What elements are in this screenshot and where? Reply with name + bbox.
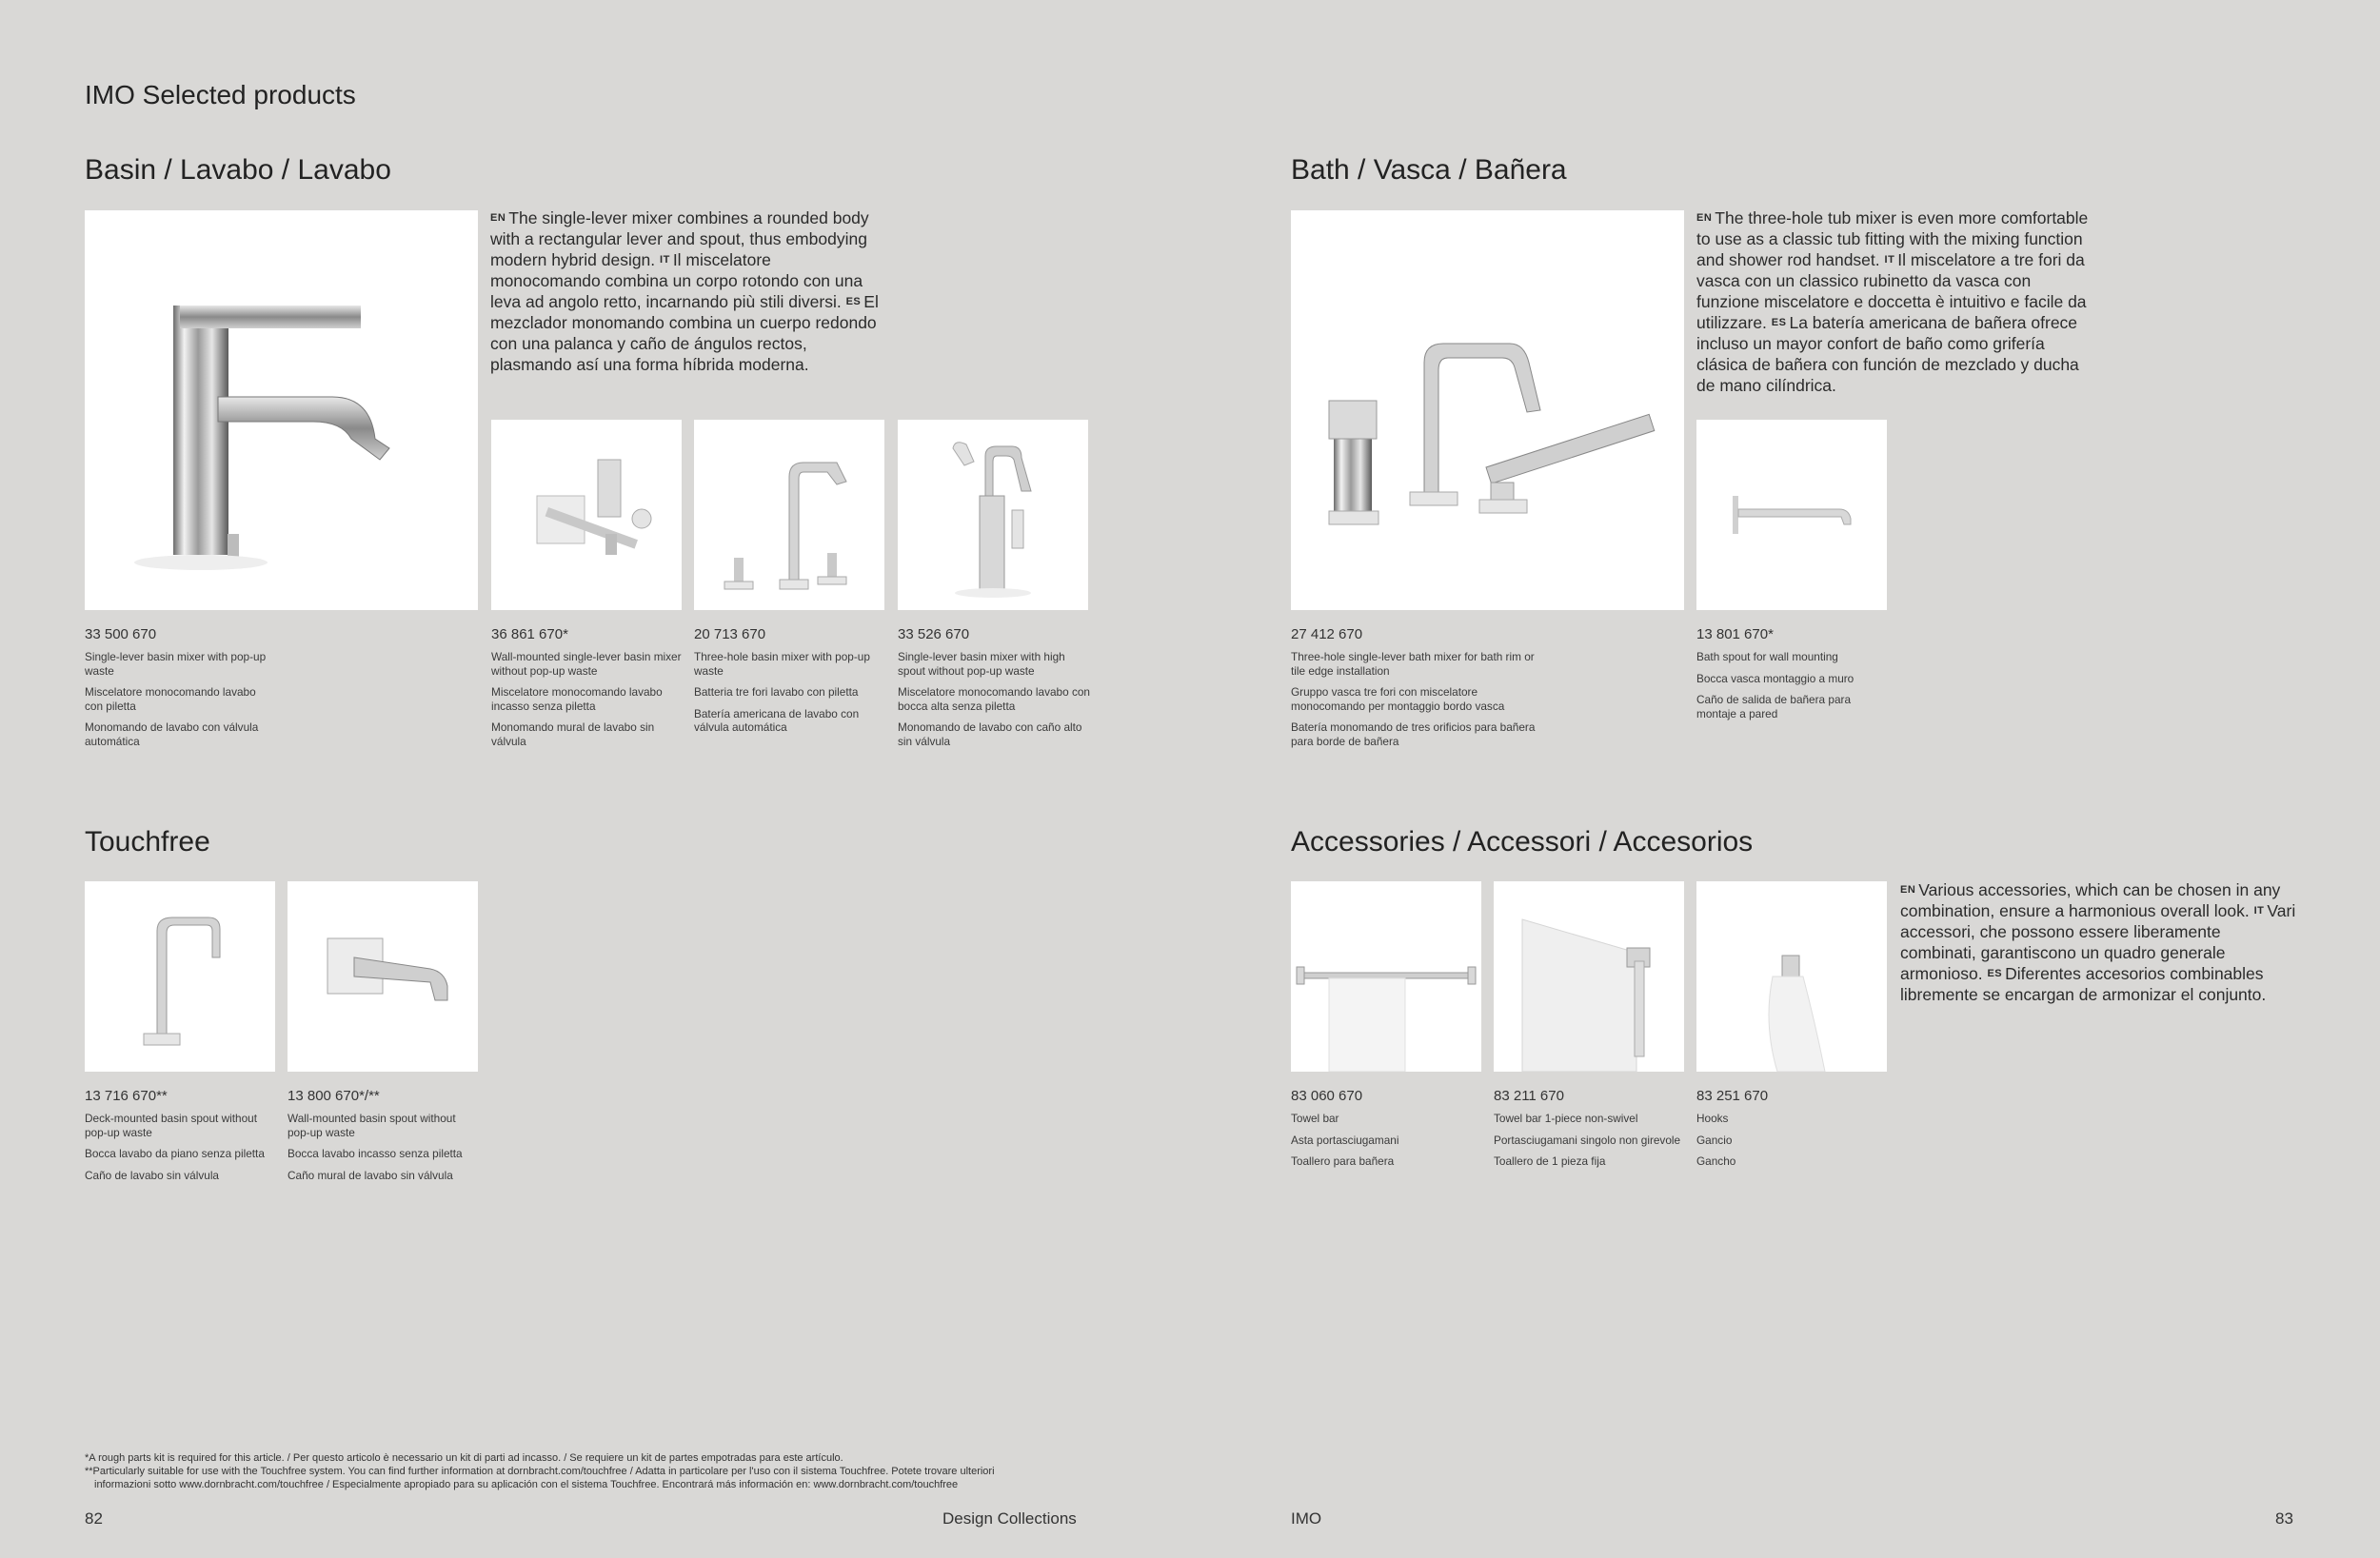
product-sku: 13 800 670*/** [288,1088,380,1104]
footnote-2: **Particularly suitable for use with the Touchfree system. You can find further information at dornbracht.com/touchfree / Adatta in particolare per l'uso con il sistema Touchfree. Potete trovare ulteriori [85,1466,995,1477]
accessories-heading: Accessories / Accessori / Accesorios [1291,826,1754,858]
accessories-product-1 [1291,1088,1481,1176]
product-desc-it: Bocca lavabo incasso senza piletta [288,1147,463,1160]
lang-label-es: ES [1771,317,1787,328]
product-desc-es: Monomando mural de lavabo sin válvula [491,720,655,748]
product-desc-es: Caño de lavabo sin válvula [85,1168,219,1182]
product-desc-it: Batteria tre fori lavabo con piletta [694,685,859,699]
accessories-product-2 [1494,1088,1684,1176]
product-sku: 33 526 670 [898,626,970,642]
product-desc-it: Gruppo vasca tre fori con miscelatore monocomando per montaggio bordo vasca [1291,685,1505,713]
product-desc-it: Bocca vasca montaggio a muro [1696,671,1854,685]
footnotes [85,1451,1151,1491]
lang-label-en: EN [1900,884,1916,896]
product-desc-es: Toallero para bañera [1291,1154,1395,1168]
basin-product-3 [694,626,884,742]
product-sku: 13 716 670** [85,1088,168,1104]
product-desc-en: Towel bar 1-piece non-swivel [1494,1112,1638,1125]
lang-label-it: IT [2253,905,2265,917]
hook-photo [1696,881,1887,1072]
bath-desc-it: Il miscelatore a tre fori da vasca con un classico rubinetto da vasca con funzione miscelatore e doccetta è intuitivo e facile da utilizzare. [1696,250,2087,332]
towel-holder-image [1494,881,1684,1072]
lang-label-es: ES [845,296,862,307]
touchfree-product-1 [85,1088,275,1190]
footnote-1: *A rough parts kit is required for this article. / Per questo articolo è necessario un kit di parti ad incasso. / Se requiere un kit de partes empotradas para este artículo. [85,1452,843,1464]
product-sku: 20 713 670 [694,626,766,642]
product-desc-it: Miscelatore monocomando lavabo incasso senza piletta [491,685,663,713]
footnote-2-cont: informazioni sotto www.dornbracht.com/touchfree / Especialmente apropiado para su aplicación con el sistema Touchfree. Encontrará más información en: www.dornbracht.com/touchfree [94,1479,959,1490]
product-sku: 13 801 670* [1696,626,1774,642]
product-sku: 33 500 670 [85,626,157,642]
product-desc-en: Three-hole single-lever bath mixer for bath rim or tile edge installation [1291,650,1535,678]
basin-product-2 [491,626,682,756]
basin-heading: Basin / Lavabo / Lavabo [85,154,391,186]
bath-heading: Bath / Vasca / Bañera [1291,154,1567,186]
bath-product-2 [1696,626,1887,728]
product-desc-en: Deck-mounted basin spout without pop-up waste [85,1112,257,1139]
lang-label-en: EN [1696,212,1713,224]
lang-label-it: IT [1884,254,1895,266]
product-sku: 36 861 670* [491,626,568,642]
bath-product-1 [1291,626,1538,756]
touchfree-product-2 [288,1088,478,1190]
towel-bar-image [1291,881,1481,1072]
product-sku: 83 211 670 [1494,1088,1564,1104]
accessories-desc-es: Diferentes accesorios combinables libremente se encargan de armonizar el conjunto. [1900,964,2267,1004]
basin-product-4 [898,626,1093,756]
page-title: IMO Selected products [85,80,356,109]
basin-description [490,207,881,375]
deck-spout-image [85,881,275,1072]
three-hole-basin-mixer-photo [694,420,884,610]
accessories-description [1900,879,2300,1005]
product-desc-it: Miscelatore monocomando lavabo con piletta [85,685,256,713]
product-desc-es: Toallero de 1 pieza fija [1494,1154,1606,1168]
bath-mixer-photo [1291,210,1684,610]
product-sku: 27 412 670 [1291,626,1363,642]
product-desc-en: Three-hole basin mixer with pop-up waste [694,650,870,678]
product-desc-es: Monomando de lavabo con válvula automática [85,720,259,748]
bath-desc-en: The three-hole tub mixer is even more comfortable to use as a classic tub fitting with the mixing function and shower rod handset. [1696,208,2089,269]
product-desc-en: Single-lever basin mixer with high spout without pop-up waste [898,650,1065,678]
basin-mixer-image [85,210,478,610]
product-desc-it: Miscelatore monocomando lavabo con bocca alta senza piletta [898,685,1090,713]
basin-desc-es: El mezclador monomando combina un cuerpo redondo con una palanca y caño de ángulos rectos, plasmando así una forma híbrida moderna. [490,292,879,374]
wall-spout-photo [288,881,478,1072]
product-desc-it: Asta portasciugamani [1291,1133,1399,1147]
product-desc-en: Single-lever basin mixer with pop-up waste [85,650,267,678]
three-hole-basin-mixer-image [694,420,884,610]
product-desc-en: Hooks [1696,1112,1729,1125]
hook-image [1696,881,1887,1072]
product-desc-it: Bocca lavabo da piano senza piletta [85,1147,265,1160]
towel-holder-photo [1494,881,1684,1072]
towel-bar-photo [1291,881,1481,1072]
accessories-product-3 [1696,1088,1887,1176]
product-desc-es: Batería monomando de tres orificios para bañera para borde de bañera [1291,720,1536,748]
product-desc-es: Batería americana de lavabo con válvula automática [694,706,860,734]
basin-desc-en: The single-lever mixer combines a rounded body with a rectangular lever and spout, thus embodying modern hybrid design. [490,208,869,269]
product-desc-en: Wall-mounted basin spout without pop-up waste [288,1112,456,1139]
footer-title-right: IMO [1291,1509,1322,1528]
accessories-desc-en: Various accessories, which can be chosen in any combination, ensure a harmonious overall look. [1900,880,2281,920]
product-sku: 83 251 670 [1696,1088,1769,1104]
product-desc-en: Wall-mounted single-lever basin mixer without pop-up waste [491,650,682,678]
high-spout-basin-mixer-photo [898,420,1088,610]
high-spout-basin-mixer-image [898,420,1088,610]
product-sku: 83 060 670 [1291,1088,1363,1104]
footer-title-left: Design Collections [942,1509,1077,1528]
product-desc-es: Caño mural de lavabo sin válvula [288,1168,453,1182]
bath-desc-es: La batería americana de bañera ofrece incluso un mayor confort de baño como grifería clásica de bañera con función de mezclado y ducha de mano cilíndrica. [1696,313,2079,395]
basin-mixer-photo [85,210,478,610]
deck-spout-photo [85,881,275,1072]
page-number-left: 82 [85,1509,103,1528]
product-desc-en: Towel bar [1291,1112,1339,1125]
bath-spout-image [1696,420,1887,610]
bath-spout-photo [1696,420,1887,610]
accessories-desc-it: Vari accessori, che possono essere liberamente combinati, garantiscono un quadro generale armonioso. [1900,901,2296,983]
product-desc-es: Gancho [1696,1154,1736,1168]
lang-label-en: EN [490,212,506,224]
basin-product-1 [85,626,275,756]
lang-label-es: ES [1987,968,2003,979]
wall-spout-image [288,881,478,1072]
wall-basin-mixer-photo [491,420,682,610]
basin-desc-it: Il miscelatore monocomando combina un corpo rotondo con una leva ad angolo retto, incarnando più stili diversi. [490,250,863,311]
product-desc-it: Gancio [1696,1133,1733,1147]
product-desc-es: Monomando de lavabo con caño alto sin válvula [898,720,1082,748]
touchfree-heading: Touchfree [85,826,210,858]
product-desc-es: Caño de salida de bañera para montaje a pared [1696,693,1851,720]
lang-label-it: IT [660,254,670,266]
bath-description [1696,207,2096,396]
product-desc-it: Portasciugamani singolo non girevole [1494,1133,1681,1147]
bath-mixer-image [1291,210,1684,610]
wall-basin-mixer-image [491,420,682,610]
page-number-right: 83 [2275,1509,2293,1528]
product-desc-en: Bath spout for wall mounting [1696,650,1838,663]
